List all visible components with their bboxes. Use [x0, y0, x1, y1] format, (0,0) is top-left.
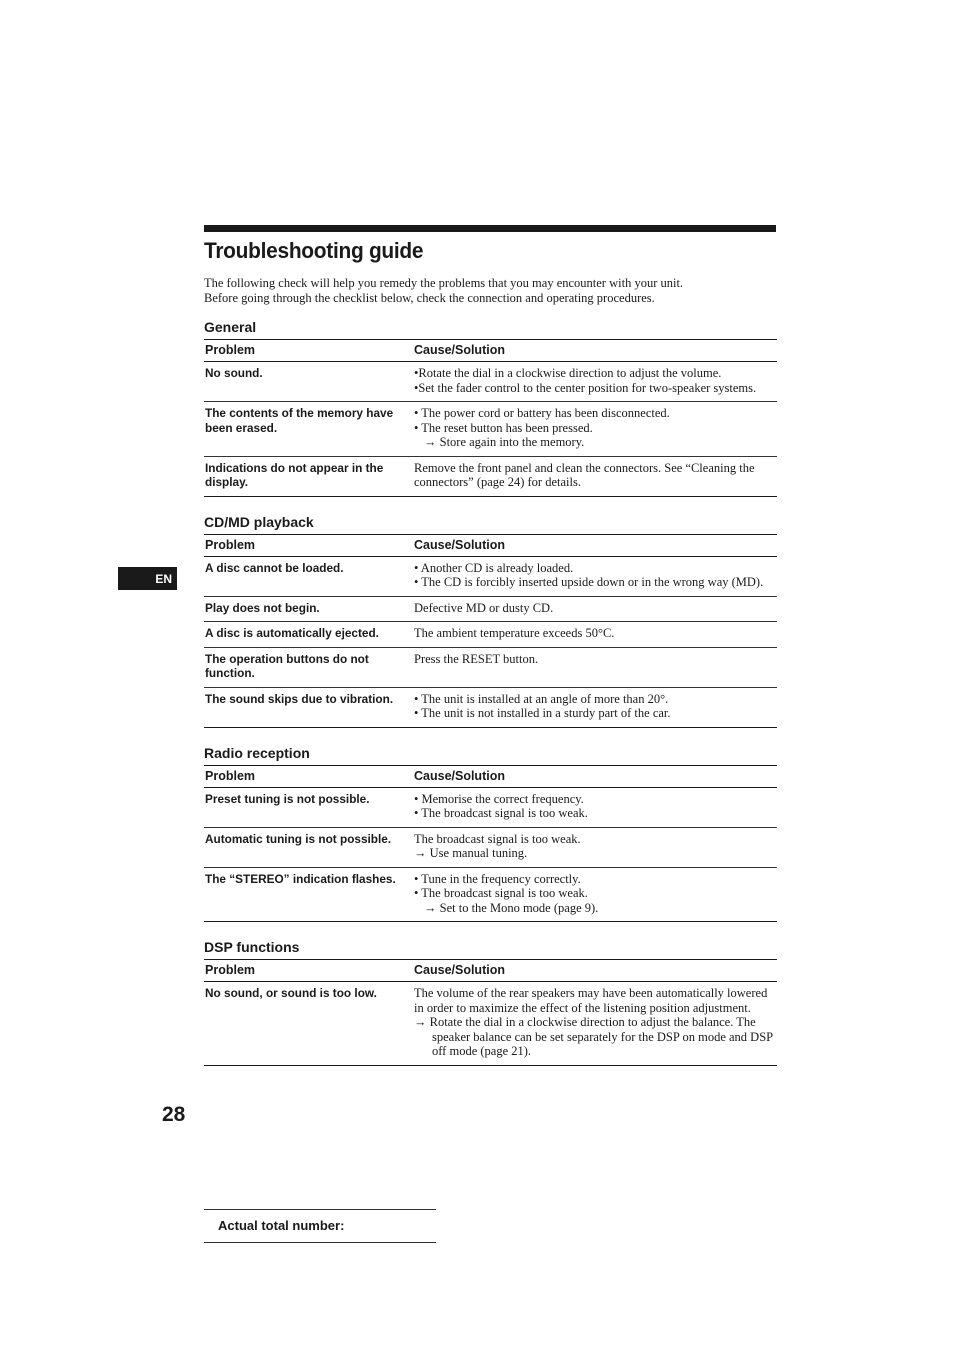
- solution-text: The ambient temperature exceeds 50°C.: [414, 626, 615, 640]
- column-header-solution: Cause/Solution: [413, 765, 777, 787]
- column-header-problem: Problem: [204, 534, 413, 556]
- solution-text: Press the RESET button.: [414, 651, 539, 666]
- solution-cell: [413, 867, 777, 922]
- problem-cell: Play does not begin.: [204, 596, 413, 622]
- section-title: DSP functions: [204, 939, 300, 955]
- table-row: [204, 596, 777, 622]
- solution-cell: [413, 687, 777, 727]
- problem-cell: No sound, or sound is too low.: [204, 982, 413, 1066]
- page-number: 28: [162, 1103, 186, 1126]
- problem-cell: A disc cannot be loaded.: [204, 556, 413, 596]
- solution-cell: [413, 402, 777, 457]
- section: [204, 319, 776, 497]
- section: [204, 939, 776, 1066]
- table-row: [204, 687, 777, 727]
- language-tab: EN: [118, 567, 177, 590]
- table-row: [204, 402, 777, 457]
- table-row: [204, 647, 777, 687]
- solution-text: Remove the front panel and clean the connectors. See “Cleaning the connectors” (page 24) for details.: [414, 460, 755, 489]
- section-title: CD/MD playback: [204, 513, 314, 530]
- problem-cell: A disc is automatically ejected.: [204, 622, 413, 648]
- solution-cell: [413, 647, 777, 687]
- problem-cell: Indications do not appear in the display.: [204, 456, 413, 496]
- solution-arrow-step: → Use manual tuning.: [414, 846, 528, 860]
- column-header-problem: Problem: [204, 340, 413, 362]
- solution-bullet: • The broadcast signal is too weak.: [414, 886, 588, 900]
- table-row: [204, 622, 777, 648]
- problem-cell: The operation buttons do not function.: [204, 647, 413, 687]
- problem-cell: No sound.: [204, 362, 413, 402]
- solution-cell: [413, 622, 777, 648]
- column-header-problem: Problem: [204, 960, 413, 982]
- table-row: [204, 456, 777, 496]
- section-title: General: [204, 319, 257, 335]
- footer-label: Actual total number:: [218, 1218, 345, 1233]
- sections-container: [204, 319, 776, 1066]
- problem-cell: The “STEREO” indication flashes.: [204, 867, 413, 922]
- column-header-problem: Problem: [204, 765, 413, 787]
- solution-arrow-step: → Rotate the dial in a clockwise direction to adjust the balance. The speaker balance can be set separately for the DSP on mode and DSP off mode (page 21).: [414, 1015, 773, 1058]
- table-row: [204, 787, 777, 827]
- intro-text: [204, 276, 776, 305]
- solution-arrow-step: → Store again into the memory.: [424, 435, 585, 449]
- table-row: [204, 867, 777, 922]
- column-header-solution: Cause/Solution: [413, 534, 777, 556]
- solution-cell: [413, 362, 777, 402]
- troubleshooting-table: [204, 959, 777, 1066]
- solution-cell: [413, 787, 777, 827]
- solution-cell: [413, 596, 777, 622]
- column-header-solution: Cause/Solution: [413, 960, 777, 982]
- section-title: Radio reception: [204, 744, 310, 761]
- solution-bullet: • Tune in the frequency correctly.: [414, 871, 581, 886]
- troubleshooting-page: [204, 225, 776, 1066]
- troubleshooting-table: [204, 534, 777, 728]
- column-header-solution: Cause/Solution: [413, 340, 777, 362]
- solution-bullet: • The reset button has been pressed.: [414, 420, 593, 435]
- solution-cell: [413, 982, 777, 1066]
- footer-box: [204, 1209, 436, 1243]
- table-row: [204, 362, 777, 402]
- solution-cell: [413, 827, 777, 867]
- solution-bullet: •Set the fader control to the center position for two-speaker systems.: [414, 380, 757, 395]
- table-row: [204, 982, 777, 1066]
- table-row: [204, 827, 777, 867]
- troubleshooting-table: [204, 339, 777, 497]
- solution-bullet: • The unit is not installed in a sturdy part of the car.: [414, 706, 671, 720]
- problem-cell: The sound skips due to vibration.: [204, 687, 413, 727]
- problem-cell: The contents of the memory have been erased.: [204, 402, 413, 457]
- solution-bullet: • Memorise the correct frequency.: [414, 791, 584, 806]
- intro-line: The following check will help you remedy the problems that you may encounter with your unit.: [204, 276, 684, 290]
- page-title: Troubleshooting guide: [204, 238, 424, 263]
- problem-cell: Automatic tuning is not possible.: [204, 827, 413, 867]
- table-row: [204, 556, 777, 596]
- solution-text: The broadcast signal is too weak.: [414, 831, 581, 846]
- intro-line: Before going through the checklist below, check the connection and operating procedures.: [204, 290, 655, 305]
- solution-text: The volume of the rear speakers may have been automatically lowered in order to maximize the effect of the listening position adjustment.: [414, 986, 768, 1015]
- solution-arrow-step: → Set to the Mono mode (page 9).: [424, 900, 599, 915]
- solution-cell: [413, 456, 777, 496]
- section: [204, 514, 776, 728]
- solution-bullet: • The CD is forcibly inserted upside down or in the wrong way (MD).: [414, 575, 764, 589]
- solution-bullet: • The power cord or battery has been disconnected.: [414, 406, 670, 420]
- solution-bullet: • The unit is installed at an angle of more than 20°.: [414, 691, 669, 706]
- solution-text: Defective MD or dusty CD.: [414, 600, 554, 615]
- solution-bullet: • The broadcast signal is too weak.: [414, 806, 588, 820]
- solution-bullet: • Another CD is already loaded.: [414, 560, 574, 575]
- problem-cell: Preset tuning is not possible.: [204, 787, 413, 827]
- troubleshooting-table: [204, 765, 777, 923]
- section: [204, 745, 776, 923]
- title-rule: [204, 225, 776, 232]
- solution-cell: [413, 556, 777, 596]
- solution-bullet: •Rotate the dial in a clockwise direction to adjust the volume.: [414, 366, 722, 380]
